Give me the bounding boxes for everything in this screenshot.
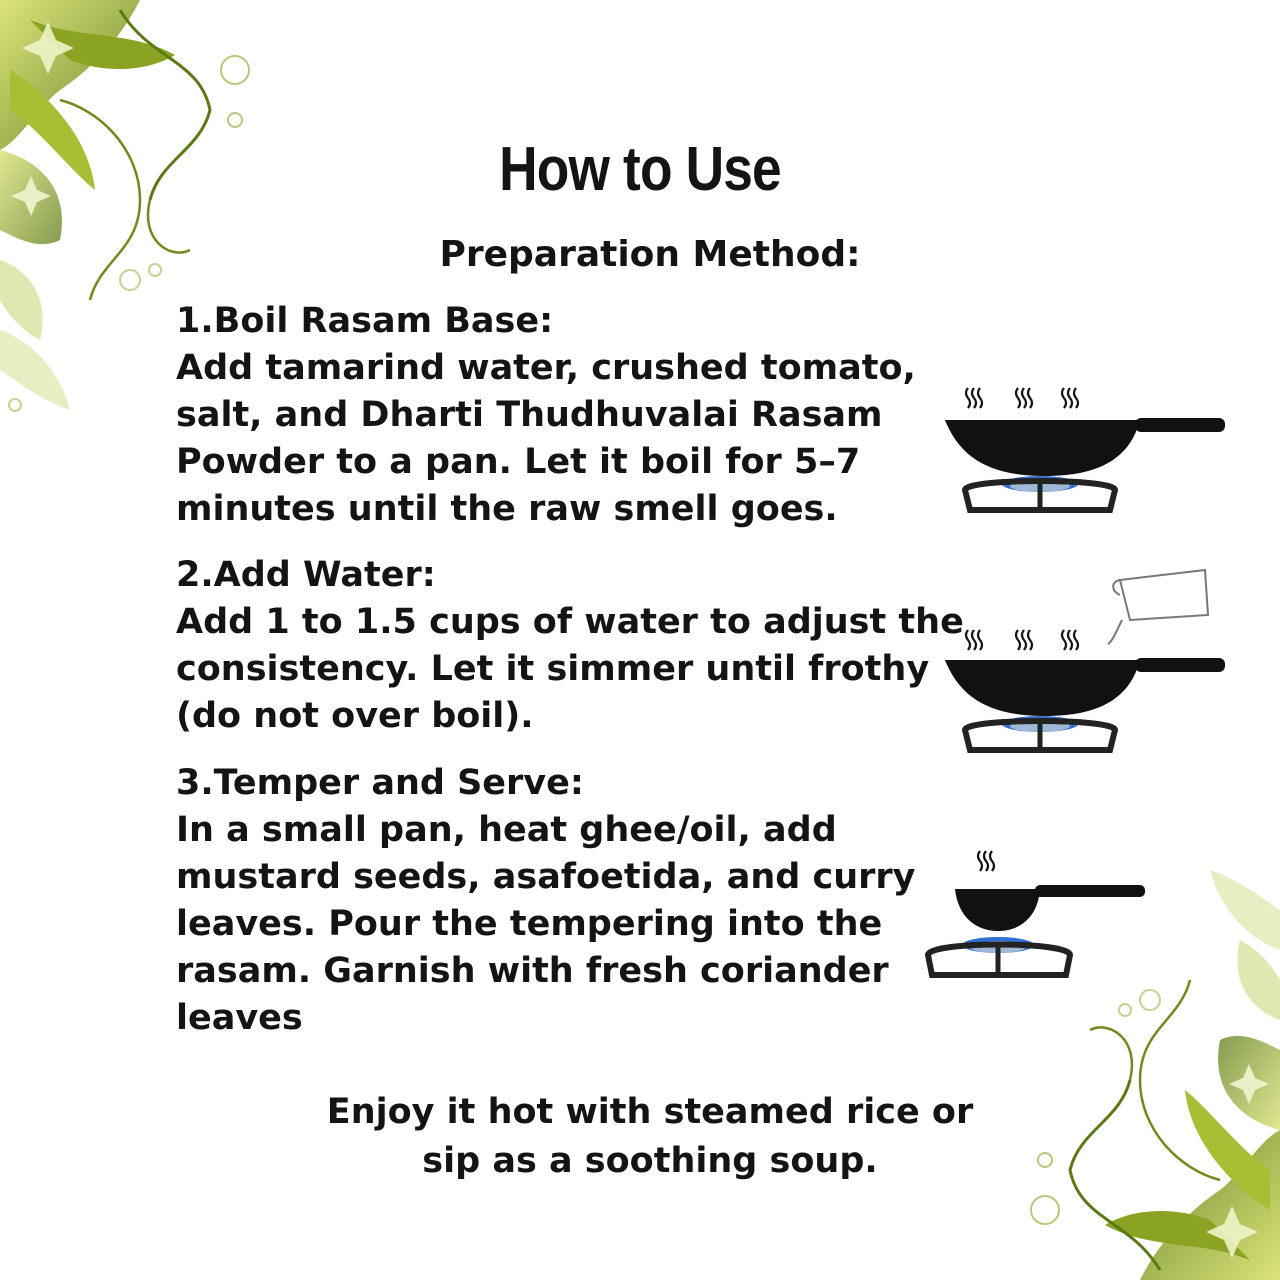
step-2 [176, 552, 966, 740]
step-1-body: Add tamarind water, crushed tomato, salt, and Dharti Thudhuvalai Rasam Powder to a pan. Let it boil for 5–7 minutes until the raw smell goes. [176, 348, 916, 529]
step-3 [176, 760, 966, 1042]
step-3-title: 3.Temper and Serve: [176, 763, 584, 803]
closing-line-1: Enjoy it hot with steamed rice or [326, 1092, 974, 1132]
step-3-body: In a small pan, heat ghee/oil, add mustard seeds, asafoetida, and curry leaves. Pour the tempering into the rasam. Garnish with fresh coriander leaves [176, 810, 916, 1038]
closing-line-2: sip as a soothing soup. [422, 1141, 878, 1181]
pouring-water-pan-icon [940, 560, 1230, 760]
step-2-title: 2.Add Water: [176, 555, 436, 595]
step-1 [176, 298, 966, 533]
page-title: How to Use [499, 135, 781, 204]
closing-note [160, 1088, 1140, 1186]
step-1-title: 1.Boil Rasam Base: [176, 301, 554, 341]
section-subtitle: Preparation Method: [439, 234, 861, 275]
step-2-body: Add 1 to 1.5 cups of water to adjust the consistency. Let it simmer until frothy (do not over boil). [176, 602, 964, 736]
steaming-pan-on-stove-icon [940, 378, 1230, 523]
tempering-ladle-icon [920, 845, 1150, 985]
